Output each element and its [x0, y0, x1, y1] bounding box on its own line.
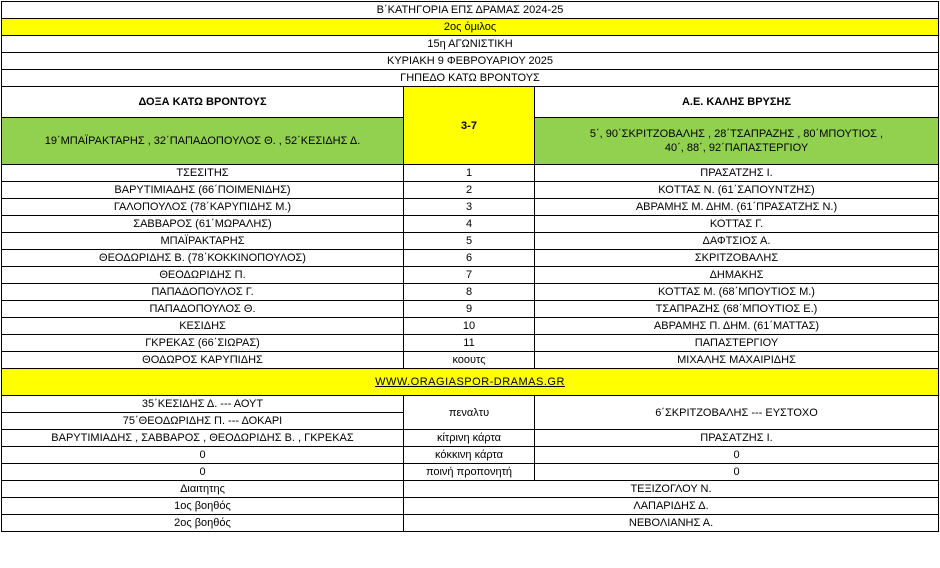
away-player: ΔΗΜΑΚΗΣ — [535, 267, 939, 284]
away-yellow-cards: ΠΡΑΣΑΤΖΗΣ Ι. — [535, 430, 939, 447]
away-player: ΤΣΑΠΡΑΖΗΣ (68΄ΜΠΟΥΤΙΟΣ Ε.) — [535, 301, 939, 318]
yellow-card-label: κίτρινη κάρτα — [404, 430, 535, 447]
away-player: ΚΟΤΤΑΣ Γ. — [535, 216, 939, 233]
coach-penalty-row — [2, 464, 939, 481]
coaches-row — [2, 352, 939, 369]
away-red-cards: 0 — [535, 447, 939, 464]
official-row — [2, 515, 939, 532]
match-date: ΚΥΡΙΑΚΗ 9 ΦΕΒΡΟΥΑΡΙΟΥ 2025 — [2, 53, 939, 70]
home-yellow-cards: ΒΑΡΥΤΙΜΙΑΔΗΣ , ΣΑΒΒΑΡΟΣ , ΘΕΟΔΩΡΙΔΗΣ Β. , ΓΚΡΕΚΑΣ — [2, 430, 404, 447]
home-coach: ΘΟΔΩΡΟΣ ΚΑΡΥΠΙΔΗΣ — [2, 352, 404, 369]
home-player: ΓΑΛΟΠΟΥΛΟΣ (78΄ΚΑΡΥΠΙΔΗΣ Μ.) — [2, 199, 404, 216]
home-player: ΣΑΒΒΑΡΟΣ (61΄ΜΩΡΑΛΗΣ) — [2, 216, 404, 233]
matchday-label: 15η ΑΓΩΝΙΣΤΙΚΗ — [2, 36, 939, 53]
shirt-number: 6 — [404, 250, 535, 267]
lineup-row — [2, 216, 939, 233]
home-player: ΤΣΕΣΙΤΗΣ — [2, 165, 404, 182]
lineup-row — [2, 250, 939, 267]
away-scorers-line1: 5΄, 90΄ΣΚΡΙΤΖΟΒΑΛΗΣ , 28΄ΤΣΑΠΡΑΖΗΣ , 80΄ΜΠΟΥΤΙΟΣ , — [589, 128, 884, 140]
home-red-cards: 0 — [2, 447, 404, 464]
away-player: ΑΒΡΑΜΗΣ Π. ΔΗΜ. (61΄ΜΑΤΤΑΣ) — [535, 318, 939, 335]
away-player: ΠΑΠΑΣΤΕΡΓΙΟΥ — [535, 335, 939, 352]
lineup-row — [2, 267, 939, 284]
home-penalty-1: 35΄ΚΕΣΙΔΗΣ Δ. --- ΑΟΥΤ — [2, 396, 404, 413]
lineup-row — [2, 335, 939, 352]
official-name: ΝΕΒΟΛΙΑΝΗΣ Α. — [404, 515, 939, 532]
official-label: Διαιτητης — [2, 481, 404, 498]
away-coach-penalty: 0 — [535, 464, 939, 481]
shirt-number: 1 — [404, 165, 535, 182]
penalty-label: πεναλτυ — [404, 396, 535, 430]
away-player: ΣΚΡΙΤΖΟΒΑΛΗΣ — [535, 250, 939, 267]
lineup-row — [2, 165, 939, 182]
away-player: ΑΒΡΑΜΗΣ Μ. ΔΗΜ. (61΄ΠΡΑΣΑΤΖΗΣ Ν.) — [535, 199, 939, 216]
away-coach: ΜΙΧΑΛΗΣ ΜΑΧΑΙΡΙΔΗΣ — [535, 352, 939, 369]
away-player: ΔΑΦΤΣΙΟΣ Α. — [535, 233, 939, 250]
official-name: ΛΑΠΑΡΙΔΗΣ Δ. — [404, 498, 939, 515]
home-penalty-2: 75΄ΘΕΟΔΩΡΙΔΗΣ Π. --- ΔΟΚΑΡΙ — [2, 413, 404, 430]
home-coach-penalty: 0 — [2, 464, 404, 481]
lineup-row — [2, 301, 939, 318]
venue-label: ΓΗΠΕΔΟ ΚΑΤΩ ΒΡΟΝΤΟΥΣ — [2, 70, 939, 87]
shirt-number: 5 — [404, 233, 535, 250]
away-scorers — [535, 118, 939, 165]
away-player: ΚΟΤΤΑΣ Ν. (61΄ΣΑΠΟΥΝΤΖΗΣ) — [535, 182, 939, 199]
website-link[interactable]: WWW.ORAGIASPOR-DRAMAS.GR — [2, 369, 939, 396]
group-label: 2ος όμιλος — [2, 19, 939, 36]
home-player: ΚΕΣΙΔΗΣ — [2, 318, 404, 335]
home-player: ΒΑΡΥΤΙΜΙΑΔΗΣ (66΄ΠΟΙΜΕΝΙΔΗΣ) — [2, 182, 404, 199]
home-player: ΘΕΟΔΩΡΙΔΗΣ Β. (78΄ΚΟΚΚΙΝΟΠΟΥΛΟΣ) — [2, 250, 404, 267]
home-player: ΠΑΠΑΔΟΠΟΥΛΟΣ Γ. — [2, 284, 404, 301]
shirt-number: 4 — [404, 216, 535, 233]
home-player: ΠΑΠΑΔΟΠΟΥΛΟΣ Θ. — [2, 301, 404, 318]
official-label: 1ος βοηθός — [2, 498, 404, 515]
shirt-number: 2 — [404, 182, 535, 199]
lineup-row — [2, 284, 939, 301]
home-player: ΜΠΑΪΡΑΚΤΑΡΗΣ — [2, 233, 404, 250]
red-card-label: κόκκινη κάρτα — [404, 447, 535, 464]
match-report-table — [1, 1, 939, 532]
official-name: ΤΕΞΙΖΟΓΛΟΥ Ν. — [404, 481, 939, 498]
official-label: 2ος βοηθός — [2, 515, 404, 532]
shirt-number: 7 — [404, 267, 535, 284]
lineup-row — [2, 233, 939, 250]
lineup-row — [2, 318, 939, 335]
yellow-cards-row — [2, 430, 939, 447]
penalties-row — [2, 396, 939, 413]
away-player: ΚΟΤΤΑΣ Μ. (68΄ΜΠΟΥΤΙΟΣ Μ.) — [535, 284, 939, 301]
shirt-number: 9 — [404, 301, 535, 318]
away-team-name: Α.Ε. ΚΑΛΗΣ ΒΡΥΣΗΣ — [535, 87, 939, 118]
away-scorers-line2: 40΄, 88΄, 92΄ΠΑΠΑΣΤΕΡΓΙΟΥ — [664, 142, 809, 154]
coach-penalty-label: ποινή προπονητή — [404, 464, 535, 481]
shirt-number: 3 — [404, 199, 535, 216]
official-row — [2, 498, 939, 515]
away-player: ΠΡΑΣΑΤΖΗΣ Ι. — [535, 165, 939, 182]
lineup-row — [2, 182, 939, 199]
red-cards-row — [2, 447, 939, 464]
official-row — [2, 481, 939, 498]
shirt-number: 10 — [404, 318, 535, 335]
home-team-name: ΔΟΞΑ ΚΑΤΩ ΒΡΟΝΤΟΥΣ — [2, 87, 404, 118]
coach-label: κοουτς — [404, 352, 535, 369]
lineup-row — [2, 199, 939, 216]
away-penalties: 6΄ΣΚΡΙΤΖΟΒΑΛΗΣ --- ΕΥΣΤΟΧΟ — [535, 396, 939, 430]
home-player: ΘΕΟΔΩΡΙΔΗΣ Π. — [2, 267, 404, 284]
final-score: 3-7 — [404, 87, 535, 165]
home-player: ΓΚΡΕΚΑΣ (66΄ΣΙΩΡΑΣ) — [2, 335, 404, 352]
shirt-number: 11 — [404, 335, 535, 352]
shirt-number: 8 — [404, 284, 535, 301]
category-title: Β΄ΚΑΤΗΓΟΡΙΑ ΕΠΣ ΔΡΑΜΑΣ 2024-25 — [2, 2, 939, 19]
home-scorers: 19΄ΜΠΑΪΡΑΚΤΑΡΗΣ , 32΄ΠΑΠΑΔΟΠΟΥΛΟΣ Θ. , 52΄ΚΕΣΙΔΗΣ Δ. — [2, 118, 404, 165]
